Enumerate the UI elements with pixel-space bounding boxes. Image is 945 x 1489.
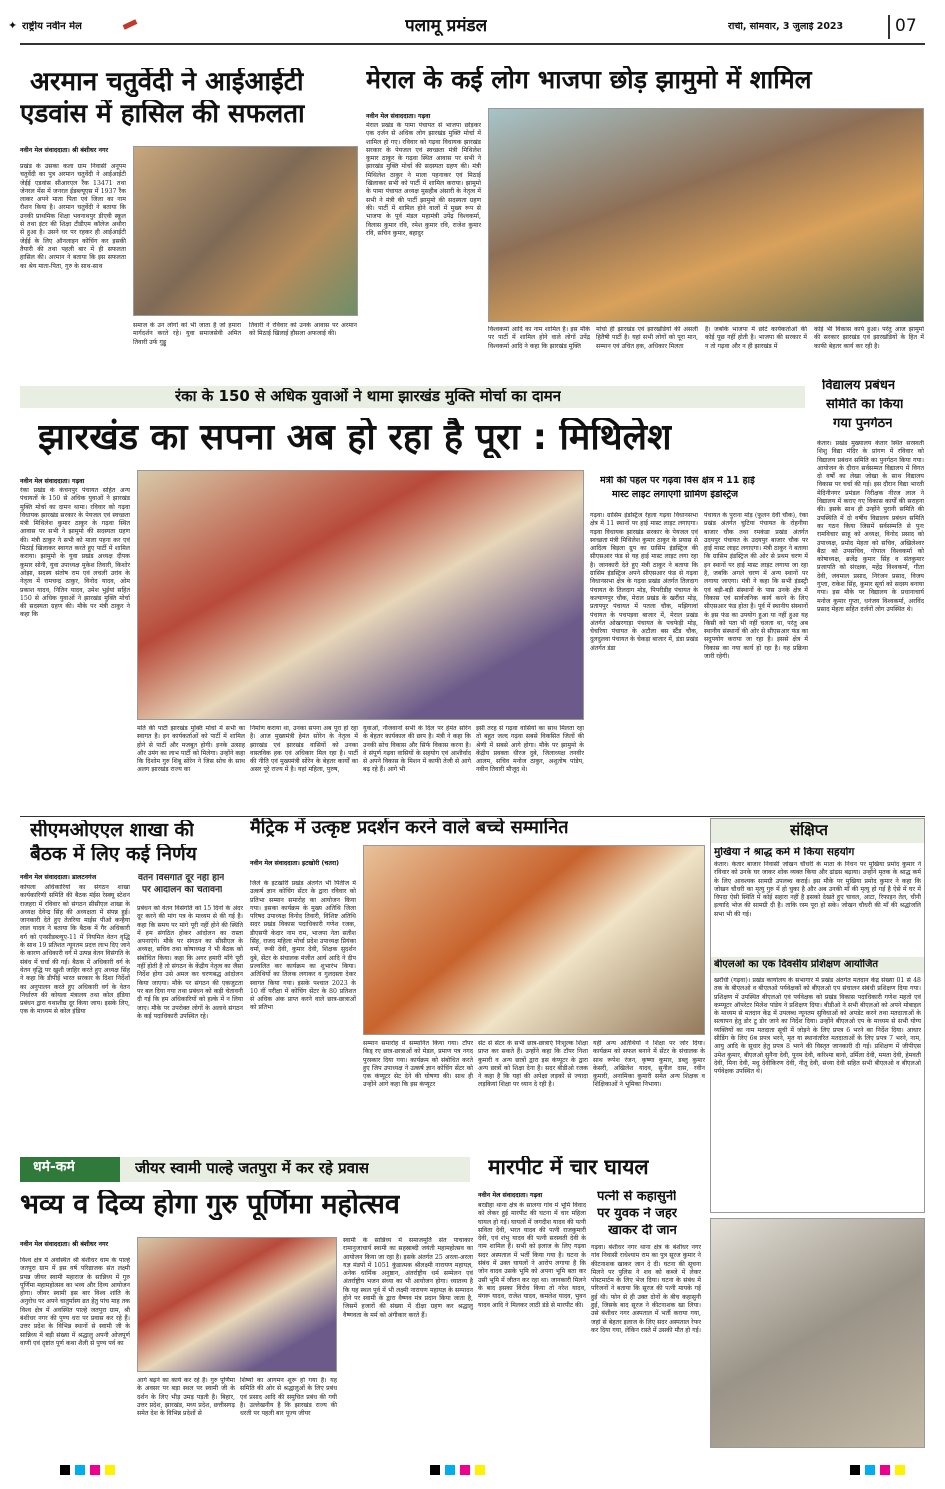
story5-body: केतार। प्रखंड मुख्यालय केतार स्थित सरस्वती शिशु विद्या मंदिर के प्रांगण में रविवार को विद्यालय प्रबंधन समिति का पुनर्गठन किया गया। आयोजन के दौरान सर्वसम्मत विद्यालय में विगत दो वर्षों का लेखा जोखा के साथ विद्यालय विकास पर चर्चा की गई। इस दौरान विद्या भारती मेदिनीनगर प्रमंडल निरीक्षक नीरज लाल ने विद्यालय में कराए गए विकास कार्यों की सराहना की। इसके साथ ही उन्होंने पुरानी समिति की उपस्थिति में दो वर्षीय विद्यालय प्रबंधन समिति का गठन किया जिसमें सर्वसम्मति से पुनः रामविचार साहू को अध्यक्ष, विनोद प्रसाद को उपाध्यक्ष, प्रमोद मेहता को सचिव, अखिलेश्वर बैठा को उपसचिव, गोपाल विश्वकर्मा को कोषाध्यक्ष, ब्रजेंद्र कुमार सिंह व संतकुमार प्रजापति को संरक्षक, महेंद्र विश्वकर्मा, गीता देवी, जवमाल प्रसाद, निरंजन प्रसाद, विजय गुप्ता, राकेश सिंह, कुमार सूर्या को सदस्य बनाया गया। इस मौके पर विद्यालय के प्रधानाचार्य मनोज कुमार गुप्ता, धनंजय विश्वकर्मा, अरविंद प्रसाद मेहता सहित दर्जनों लोग उपस्थित थे।	[817, 440, 924, 613]
story7-byline: नवीन मेल संवाददाता। इटखोरी (चतरा)	[250, 860, 340, 867]
story7-body-col2: सम्मान समारोह में सम्मानित किया गया। टॉपर किड् रए छात्र-छात्राओं को मेडल, प्रमाण पत्र नगद पुरस्कार दिया गया। कार्यक्रम को संबोधित करते हुए जिप उपाध्यक्ष ने उत्कर्ष ज्ञान कोचिंग सेंटर को एक कंप्यूटर सेट देने की घोषणा की। साथ ही उन्होंने आगे कहा कि इस कंप्यूटर	[363, 1040, 473, 1089]
story8-tag: धर्म-कर्म	[33, 1160, 75, 1175]
story7-body-col3: सेट से सेंटर के सभी छात्र-छात्राएं निःशुल्क शिक्षा प्राप्त कर सकते हैं। उन्होंने कहा कि टॉपर निशा कुमारी व अन्य छात्रों द्वारा इस कंप्यूटर के द्वारा अन्य छात्रों को शिक्षा देना है। सदर बीडीओ रजक ने कहा है कि यहां की अपेक्षा लड़कों से ज्यादा लड़कियां शिक्षा पर ध्यान दे रही है।	[478, 1040, 588, 1089]
story10-headline-line1: पत्नी से कहासुनी	[597, 1190, 677, 1204]
story8-byline: नवीन मेल संवाददाता। श्री बंशीधर नगर	[20, 1241, 109, 1248]
story6-subhead-line1: वेतन विसंगति दूर नहीं होने	[138, 874, 225, 883]
story5-headline-line1: विद्यालय प्रबंधन	[822, 379, 896, 393]
story7-body-col4: यहीं अन्य अतिथियों ने शिक्षा पर जोर दिया। कार्यक्रम को सफल बनाने में सेंटर के संचालक के साथ रूपेश रंजन, कृष्णा कुमार, डब्लु कुमार केसरी, अखिलेश यादव, सुनील दास, रवीन कुमारी, अनामिका कुमारी समेत अन्य शिक्षक व शिक्षिकाओं ने भूमिका निभाया।	[593, 1040, 705, 1089]
pen-icon	[123, 19, 138, 29]
brief-title: संक्षिप्त	[790, 822, 828, 839]
story1-byline: नवीन मेल संवाददाता। श्री बंशीधर नगर	[20, 147, 109, 154]
paper-name: राष्ट्रीय नवीन मेल	[22, 21, 82, 32]
story2-byline: नवीन मेल संवाददाता। गढ़वा	[366, 113, 431, 120]
story6-body-col2: प्रबंधन को वेतन विसंगति को 15 दिनों के अंदर दूर करने की मांग पत्र के माध्यम से की गई है। कहा कि समय पर मांगे पूरी नहीं होने की स्थिति में हम संगठित होकर आंदोलन का रास्ता अपनाएंगे। मौके पर संगठन का सीसीएल के अध्यक्ष, सचिव तथा कोषाध्यक्ष ने भी बैठक को संबोधित किया। कहा कि अगर हमारी माँगे पूरी नहीं होती है तो संगठन के केंद्रीय नेतृत्व का जैसा निर्देश होगा उसे अमल कर चरणबद्ध आंदोलन किया जाएगा। मौके पर संगठन की एकजुटता पर बल दिया गया तथा प्रबंधन को कड़ी चेतावनी दी गई कि हम अधिकारियों को हल्के में न लिया जाए। मौके पर उपरोक्त लोगों के अलावे संगठन के कई पदाधिकारी उपस्थित रहे।	[137, 905, 243, 1020]
story6-byline: नवीन मेल संवाददाता। डालटनगंज	[20, 874, 97, 881]
story9-body: बरडीहा थाना क्षेत्र के सालगा गांव में भूमि विवाद को लेकर हुई मारपीट की घटना में चार महिला घायल हो गई। घायलों में जगदीश यादव की पत्नी सविता देवी, भरत यादव की पत्नी राजकुमारी देवी, एवं शंभु यादव की पत्नी सरस्वती देवी के नाम शामिल हैं। सभी को इलाज के लिए गढ़वा सदर अस्पताल में भर्ती किया गया है। घटना के संबंध में उक्त घायलों ने आरोप लगाया है कि जोन वादव उसके भूमि को अपना भूमि बता कर उसी भूमि में जीतन कर रहा था। जानकारी मिलने के बाद इसका विरोध किया तो नरेश यादव, मंगरू यादव, राजेश यादव, कमलेश यादव, भुवन यादव आदि ने मिलकर लाठी डंडे से मारपीट की।	[478, 1202, 586, 1309]
story2-photo	[488, 108, 924, 322]
lead-body-col2: मति की पार्टी झारखंड मुक्ति मोर्चा में सभी का स्वागत है। इन कार्यकर्ताओं को पार्टी में शामिल होने से पार्टी और मजबूत होगी। इनके उत्साह और उमंग का लाभ पार्टी को मिलेगा। उन्होंने कहा कि दिशोम गुरु शिबू सोरेन ने जिस सोच के साथ अलग झारखंड राज्य का	[137, 725, 245, 774]
masthead	[0, 0, 945, 46]
story8-headline: भव्य व दिव्य होगा गुरु पूर्णिमा महोत्सव	[20, 1190, 400, 1220]
lead-byline: नवीन मेल संवाददाता। गढ़वा	[20, 478, 85, 485]
story1-headline-line1: अरमान चतुर्वेदी ने आईआईटी	[30, 68, 304, 97]
story5-headline-line3: गया पुनर्गठन	[833, 417, 893, 431]
footer-color-bar	[0, 1462, 945, 1489]
story2-headline: मेराल के कई लोग भाजपा छोड़ झामुमो में शामिल	[366, 66, 812, 94]
story4-body-col1: गढ़वा। ग्रासिम इंडस्ट्रिज रेहला गढ़वा विधानसभा क्षेत्र में 11 स्थानों पर हाई मास्ट लाइट लगाएगा। गढ़वा विधायक झारखंड सरकार के पेयजल एवं स्वच्छता मंत्री मिथिलेश कुमार ठाकुर के प्रयास से आदित्य बिड़ला ग्रुप का ग्रासिम इंडस्ट्रिज की सीएसआर फंड से यह हाई मास्ट लाइट लगा रहा है। जानकारी देते हुए मंत्री ठाकुर ने बताया कि ग्रासिम इंडस्ट्रिज अपने सीएसआर फंड से गढ़वा विधानसभा क्षेत्र के गढ़वा प्रखंड अंतर्गत तिलदाग पंचायत के तिलदाग मोड़, पिपरीडीह पंचायत के कल्याणपुर चौक, मेराल प्रखंड के खरौंधा मोड़, प्रतापपुर पंचायत में पतला चौक, मझिगावां पंचायत के पचपड़वा बाजार में, मेराल प्रखंड अंतर्गत ओखरगाड़ा पंचायत के पचफेड़ी मोड़, चेचरिया पंचायत के अटौला बस स्टैंड चौक, दुलदुलवा पंचायत के चेकड़ा बाजार में, डंडा प्रखंड अंतर्गत डंडा	[590, 512, 698, 652]
section-title: पलामू प्रमंडल	[405, 17, 488, 36]
story9-headline: मारपीट में चार घायल	[488, 1156, 649, 1179]
story2-body-col2: विश्वकर्मा आदि का नाम शामिल है। इस मौके पर पार्टी में शामिल होने वाले लोगों उपेंद्र विश्वकर्मा आदि ने कहा कि झारखंड मुक्ति	[488, 326, 590, 350]
bird-logo-icon: ✦	[8, 19, 18, 32]
story8-kicker: जीयर स्वामी पाल्हे जतपुरा में कर रहे प्रवास	[135, 1160, 370, 1177]
story2-body-col5: कोई भी विकास कार्य हुआ। परंतु आज झामुमो की सरकार झारखंड एवं झारखंडियों के हित में काफी बेहतर कार्य कर रही है।	[814, 326, 924, 350]
story6-headline-line2: बैठक में लिए कई निर्णय	[30, 844, 197, 865]
lead-body-col4: युवाओं, नौजवानों सभी के दिल पर हेमंत सोरेन के बेहतर कार्यकाल की छाप है। मंत्री ने कहा कि उनकी सोच विकास और सिर्फ विकास करना है। वे संपूर्ण गढ़वा वासियों के सहयोग एवं आशीर्वाद से अपने विकास के मिशन में काफी तेजी से आगे बढ़ रहे हैं। आगे भी	[363, 725, 471, 774]
lead-kicker: रंका के 150 से अधिक युवाओं ने थामा झारखंड मुक्ति मोर्चा का दामन	[175, 388, 562, 405]
story4-headline-line1: मंत्री की पहल पर गढ़वा विस क्षेत्र में 11 हाई	[600, 476, 755, 486]
story6-body-col1: कोयला अधिकारियों का संगठन शाखा कार्यकारिणी समिति की बैठक मंईस रेस्क्यू स्टेशन राजहरा में रविवार को संगठन सीसीएल शाखा के अध्यक्ष देवेन्द्र सिंह की अध्यक्षता में संपन्न हुई। जानकारी देते हुए तेतरिया माईस पीओ कन्हैया लाल यादव ने बताया कि बैठक में गैर अधिकारी वर्ग को एनसीडब्ल्यूए-11 में नियमित वेतन वृद्धि के साथ 19 प्रतिशत न्यूनतम प्रदत्त लाभ दिए जाने के कारण अधिकारी वर्ग में उत्पन्न वेतन विसंगति के संबंध में चर्चा की गई। बैठक में अधिकारी वर्ग के वेतन वृद्धि पर खुशी जाहिर करते हुए अध्यक्ष सिंह ने कहा कि डीपीई भारत सरकार के दिशा निर्देशों का अनुपालन करते हुए अधिकारी वर्ग के वेतन निर्धारण की कोयला मंत्रालय तथा कोल इंडिया प्रबंधन द्वारा यथाशीघ्र दूर किया जाय। इसके लिए, एक के माध्यम से कोल इंडिया	[20, 884, 130, 1016]
story1-body-col2: समाज के उन लोगों को भी जाता है जो हमारा मार्गदर्शन करते रहे। युवा समाजसेवी अमित तिवारी उर्फ गुड्डू	[133, 322, 241, 346]
story2-body-col1: मेराल प्रखंड के पामा पंचायत से भाजपा छोड़कर एक दर्जन से अधिक लोग झारखंड मुक्ति मोर्चा में शामिल हो गए। रविवार को गढ़वा विधायक झारखंड सरकार के पेयजल एवं स्वच्छता मंत्री मिथिलेश कुमार ठाकुर के गढ़वा स्थित आवास पर सभी ने झारखंड मुक्ति मोर्चा की सदस्यता ग्रहण की। मंत्री मिथिलेश ठाकुर ने माला पहनाकर एवं मिठाई खिलाकर सभी को पार्टी में शामिल कराया। झामुमो के पामा पंचायत अध्यक्ष मुसहीब अंसारी के नेतृत्व में सभी ने मंत्री की पार्टी झामुमो की सदस्यता ग्रहण की। पार्टी में शामिल होने वालों में मुख्य रूप से भाजपा के पूर्व मंडल महामंत्री उपेंद्र विश्वकर्मा, विलास कुमार रवि, रमेश कुमार रवि, राजेश कुमार रवि, सचिन कुमार, बहादुर	[366, 122, 481, 237]
story4-body-col2: पंचायत के पुराना मोड़ (फूलन देवी चौक), रंका प्रखंड अंतर्गत चुटिया पंचायत के रोहनीया बाजार चौक तथा रमकंडा प्रखंड अंतर्गत उदयपुर पंचायत के उदयपुर बाजार चौक पर हाई मास्ट लाइट लगाएगा। मंत्री ठाकुर ने बताया कि ग्रासिम इंडस्ट्रिज की ओर से प्रथम चरण में इन स्थानों पर हाई मास्ट लाइट लगाया जा रहा है, जबकि अगले चरण में अन्य स्थानों पर लगाया जाएगा। मंत्री ने कहा कि सभी इंडस्ट्री एवं बड़ी-बड़ी संस्थानों के पास उनके क्षेत्र में विकास एवं सार्वजनिक कार्य करने के लिए सीएसआर फंड होता है। पूर्व में स्थानीय संस्थानों के इस फंड का उपयोग हुआ या नहीं हुआ यह किसी को पता भी नहीं चलता था, परंतु अब स्थानीय संस्थानों की ओर से सीएसआर फंड का सदुपयोग कराया जा रहा है। इससे क्षेत्र में विकास का नया कार्य हो रहा है। यह प्रक्रिया जारी रहेगी।	[704, 512, 808, 661]
story6-subhead-line2: पर आंदोलन की चेतावनी	[142, 886, 223, 895]
story7-headline: मैट्रिक में उत्कृष्ट प्रदर्शन करने वाले बच्चे सम्मानित	[250, 818, 569, 838]
story10-headline-line2: पर युवक ने जहर	[597, 1207, 678, 1221]
story2-body-col3: मोर्चा ही झारखंड एवं झारखंडियों की असली हितैषी पार्टी है। यहां सभी लोगों को पूरा मान, सम्मान एवं उचित हक, अधिकार मिलता	[596, 326, 698, 350]
date-line: रांची, सोमवार, 3 जुलाई 2023	[728, 22, 844, 32]
story7-photo	[363, 845, 705, 1035]
story10-photo	[710, 1218, 925, 1448]
story8-body-col1: विश्व क्षेत्र में अवस्थित श्री बंशीधर धाम के पाल्हे जतपुरा ग्राम में इस वर्ष परिव्राजक संत लक्ष्मी प्रपन्न जीयर स्वामी महाराज के सान्निध्य में गुरु पूर्णिमा महामहोत्सव का भव्य और दिव्य आयोजन होगा। जीयर स्वामी इस बार विश्व शांति के अनुरोध पर अपने चातुर्मास्य व्रत हेतु पांच माह तक विश्व क्षेत्र में अवस्थित पाल्हे जतपुरा ग्राम, श्री बंशीधर नगर की पुण्य धरा पर प्रवास कर रहे हैं। उत्तर प्रदेश के विभिन्न स्थानों से स्वामी जी के सान्निध्य में बड़ी संख्या में श्रद्धालु अपनी ओजपूर्ण वाणी एवं दृष्टांत पूर्ण कथा शैली से पुण्य पर्व का	[20, 1257, 130, 1347]
brief-item2-body: खरौंधी (गढ़वा)। प्रखंड कार्यालय के सभागार में प्रखंड अंतर्गत मतदान केंद्र संख्या 01 से 48 तक के बीएलओ व बीएलओ पर्यवेक्षकों को बीएलओ एप संचालन संबंधी प्रशिक्षण दिया गया। प्रशिक्षण में उपस्थित बीएलओ एवं पर्यवेक्षक को प्रखंड विकास पदाधिकारी गणेश महतो एवं कम्प्यूटर ऑपरेटर मिलेश पांडेय ने प्रशिक्षण दिया। बीडीओ ने सभी बीएलओ को अपने मोबाइल के माध्यम से मतदान केंद्र में उपलब्ध न्यूनतम सुविधाओं को अपडेट करने तथा मतदाताओं के सत्यापन हेतु डोर टू डोर जाने का निर्देश दिया। उन्होंने बीएलओ एप के माध्यम से सभी योग्य व्यक्तियों का नाम मतदाता सूची में जोड़ने के लिए प्रपत्र 6 भरने का निर्देश दिया। आधार सीडिंग के लिए 6ब प्रपत्र भरने, मृत या स्थानांतरित मतदाताओं के लिए प्रपत्र 7 भरने, नाम, आयु आदि के सुधार हेतु प्रपत्र 8 भरने की विस्तृत जानकारी दी गई। प्रशिक्षण में जीपीएस उमेश कुमार, बीएलओ सुनैना देवी, पूनम देवी, करिश्मा बानो, उर्मिला देवी, ममता देवी, हेमवती देवी, मिना देवी, मधु देवीकिरण देवी, नीतू देवी, संध्या देवी सहित सभी बीएलओ व बीएलओ पर्यवेक्षक उपस्थित थे।	[714, 977, 921, 1076]
story1-photo	[133, 146, 358, 316]
brief-item2-title: बीएलओ का एक दिवसीय प्रशिक्षण आयोजित	[714, 959, 879, 970]
lead-body-col5: इसी तरह से गढ़वा वासियों का साथ मिलता रहा तो बहुत जल्द गढ़वा सबसे विकसित जिलों की श्रेणी में सबसे आगे होगा। मौके पर झामुमो के केंद्रीय प्रवक्ता धीरज दुबे, जिलाध्यक्ष तनवीर आलम, सचिव मनोज ठाकुर, अशुतोष पांडेय, नवीन तिवारी मौजूद थे।	[476, 725, 584, 774]
story7-body-col1: जिले के इटखोरी प्रखंड अंतर्गत भी पितीज में उत्कर्ष ज्ञान कोचिंग सेंटर के द्वारा रविवार को प्रतिभा सम्मान समारोह का आयोजन किया गया। इसका कार्यक्रम के मुख्य अतिथि जिला परिषद उपाध्यक्ष विनोद तिवारी, विशिष्ट अतिथि सदर प्रखंड विकास पदाधिकारी गणेश रजक, डीएसपी केदार नाम राम, भाजपा नेता सतीश सिंह, राजद महिला मोर्चा प्रदेश उपाध्यक्ष प्रियंका वर्मा, रूबी देवी, कुमार देवी, शिक्षक सुदर्शन दुबे, सेंटर के संचालक मंजीत आर्य आदि ने दीप प्रज्वलित कर कार्यक्रम का शुभारंभ किया। अतिथियों का तिलक लगाकर व गुलदस्ता देकर स्वागत किया गया। इसके पश्चात 2023 के 10 वीं परीक्षा में कोचिंग सेंटर के 80 प्रतिशत से अधिक अंक प्राप्त करने वाले छात्र-छात्राओं को प्रतिभा	[250, 880, 356, 1012]
brief-item1-body: केतार। केतार बाजार निवासी जोखन चौधरी के माता के निधन पर मुखिया प्रमोद कुमार ने रविवार को उनके घर जाकर शोक व्यक्त किया और ढांढस बढ़ाया। उन्होंने मृतक के श्राद्ध कर्म के लिए आवश्यक सामग्री उपलब्ध कराई। इस मौके पर मुखिया प्रमोद कुमार ने कहा कि जोखन चौधरी का मृत्यु गुरु में हो चुका है और अब उनकी माँ की मृत्यु हो गई है ऐसे में घर में विपदा ऐसी स्थिति में कोई सहारा नहीं है इसको देखते हुए चावल, आटा, रिफाइन तेल, चीनी इत्यादि भोज की सामग्री दी है। ताकि रस्म पूरा हो सके। जोखन चौधरी की माँ की श्रद्धांजलि सभा भी की गई।	[714, 861, 921, 918]
story9-byline: नवीन मेल संवाददाता। गढ़वा	[478, 1192, 543, 1199]
story1-body-col3: तिवारी ने रविवार को उनके आवास पर अरमान को मिठाई खिलाई हौसला अफजाई की।	[249, 322, 357, 338]
page-number: 07	[895, 17, 917, 36]
story4-headline-line2: मास्ट लाइट लगाएगी ग्रामिण इंडस्ट्रिज	[612, 490, 739, 500]
brief-item1-title: मुखिया ने श्राद्ध कर्म में किया सहयोग	[714, 847, 855, 858]
story8-body-col2: आगे बढ़ने का कार्य कर रहे हैं। गुरु पूर्णिमा के अवसर पर बड़ा स्थल पर स्वामी जी के दर्शन के लिए भीड़ उमड़ पड़ती है। बिहार, उत्तर प्रदेश, झारखंड, मध्य प्रदेश, छत्तीसगढ़ समेत देश के विभिन्न प्रदेशों से	[137, 1377, 235, 1418]
story8-body-col4: स्वामी के सान्निध्य में समाजमूर्ति संत पाचाकार रामानुजाचार्य स्वामी का सहस्राब्दी जयंती महामहोत्सव का आयोजन किया जा रहा है। इसके अंतर्गत 25 अरला-अरला यज्ञ मंडपों में 1051 कुंडात्मक श्रीलक्ष्मी नारायण महायज्ञ, अनेक धार्मिक अनुष्ठान, अंतर्राष्ट्रीय धर्म सम्मेलन एवं अंतर्राष्ट्रीय भजन संध्या का भी आयोजन होगा। ध्यातव्य है कि यह स्थल पूर्व में भी लक्ष्मी नारायण महायज्ञ के सम्पादन होने पर स्वामी के द्वारा वैष्णव मंत्र प्रदान किया जाता है, जिसमें हजारों की संख्या में दीक्षा ग्रहण कर श्रद्धालु वैष्णवता के मर्म को अंगीकार करते हैं।	[343, 1237, 473, 1319]
story5-headline-line2: समिति का किया	[826, 398, 904, 412]
story8-body-col3: शिष्यों का आगमन शुरू हो गया है। यह समिति की ओर से श्रद्धालुओं के लिए प्रबंध एवं प्रसाद आदि की समुचित प्रबंध की गयी है। उल्लेखनीय है कि झारखंड राज्य की धरती पर पहली बार पूज्य जीयर	[240, 1377, 337, 1418]
story8-photo	[137, 1237, 337, 1372]
lead-body-col3: निर्माण कराया था, उनका सपना अब पूरा हो रहा है। आज मुख्यमंत्री हेमंत सोरेन के नेतृत्व में झारखंड एवं झारखंड वासियों को उनका वास्तविक हक एवं अधिकार मिल रहा है। पार्टी की नीति एवं मुख्यमंत्री सोरेन के बेहतर कार्यों का असर पूरे राज्य में है। यहां महिला, पुरुष,	[250, 725, 358, 774]
story1-headline-line2: एडवांस में हासिल की सफलता	[20, 100, 305, 129]
story6-headline-line1: सीएमओएएल शाखा की	[30, 820, 195, 841]
story2-body-col4: है। जबकि भाजपा में छोटे कार्यकर्ताओं की कोई पूछ नहीं होती है। भाजपा की सरकार में न तो गढ़वा और न ही झारखंड में	[705, 326, 807, 350]
lead-body-col1: रंका प्रखंड के कंचनपुर पंचायत सहित अन्य पंचायतों के 150 से अधिक युवाओं ने झारखंड मुक्ति मोर्चा का दामन थामा। रविवार को गढ़वा विधायक झारखंड सरकार के पेयजल एवं स्वच्छता मंत्री मिथिलेश कुमार ठाकुर के गढ़वा स्थित आवास पर सभी ने झामुमो की सदस्यता ग्रहण की। मंत्री ठाकुर ने सभी को माला पहना कर एवं मिठाई खिलाकर स्वागत करते हुए पार्टी में शामिल कराया। झामुमो के युवा प्रखंड अध्यक्ष दीपक कुमार सोनी, युवा उपाध्यक्ष मुकेश तिवारी, किशोर ओझा, सदस्य संतोष राम एवं लचली उरांव के नेतृत्व में रामचन्द्र ठाकुर, विनोद यादव, ओम प्रकाश यादव, नितिन यादव, उमेश भुईयां सहित 150 से अधिक युवाओं ने झारखंड मुक्ति मोर्चा की सदस्यता ग्रहण की। मौके पर मंत्री ठाकुर ने कहा कि	[20, 487, 130, 619]
lead-headline: झारखंड का सपना अब हो रहा है पूरा : मिथिलेश	[38, 418, 672, 458]
story10-headline-line3: खाकर दी जान	[608, 1224, 677, 1238]
lead-photo	[137, 470, 584, 720]
story10-body: गढ़वा। बंशीधर नगर थाना क्षेत्र के बंशीधर नगर गांव निवासी राधेश्याम राम का पुत्र सूरज कुमार ने कीटनाशक खाकर जान दे दी। घटना की सूचना मिलने पर पुलिस ने शव को कब्जे में लेकर पोस्टमार्टम के लिए भेज दिया। घटना के संबंध में परिजनों ने बताया कि सूरज की पत्नी मायके गई हुई थी। फोन से ही उक्त दोनों के बीच कहासुनी हुई, जिसके बाद सूरज ने कीटनाशक खा लिया। उसे बंशीधर नगर अस्पताल में भर्ती कराया गया, जहां से बेहतर इलाज के लिए सदर अस्पताल रेफर कर दिया गया, लेकिन रास्ते में उसकी मौत हो गई।	[591, 1244, 701, 1334]
story1-body-col1: प्रखंड के उसका कला ग्राम निवासी अनूपम चतुर्वेदी का पुत्र अरमान चतुर्वेदी ने आईआईटी जेईई एडवांस सीआरएल रैंक 13471 तथा जेनरल मेंस में जनरल ईडब्ल्यूएस में 1937 रैंक लाकर अपने माता पिता एवं जिला का नाम रौशन किया है। अरमान चतुर्वेदी ने बताया कि उनकी प्राथमिक शिक्षा भवनाथपुर डीएवी स्कूल से तथा इंटर की शिक्षा टीडीएम कॉलेज अथौरा से हुआ है। उसने घर पर रहकर ही आईआईटी जेईई के लिए ऑनलाइन कोचिंग कर इसकी तैयारी की तथा पहली बार में ही सफलता हासिल की। अरमान ने बताया कि इस सफलता का श्रेय माता-पिता, गुरु के साथ-साथ	[20, 163, 126, 270]
